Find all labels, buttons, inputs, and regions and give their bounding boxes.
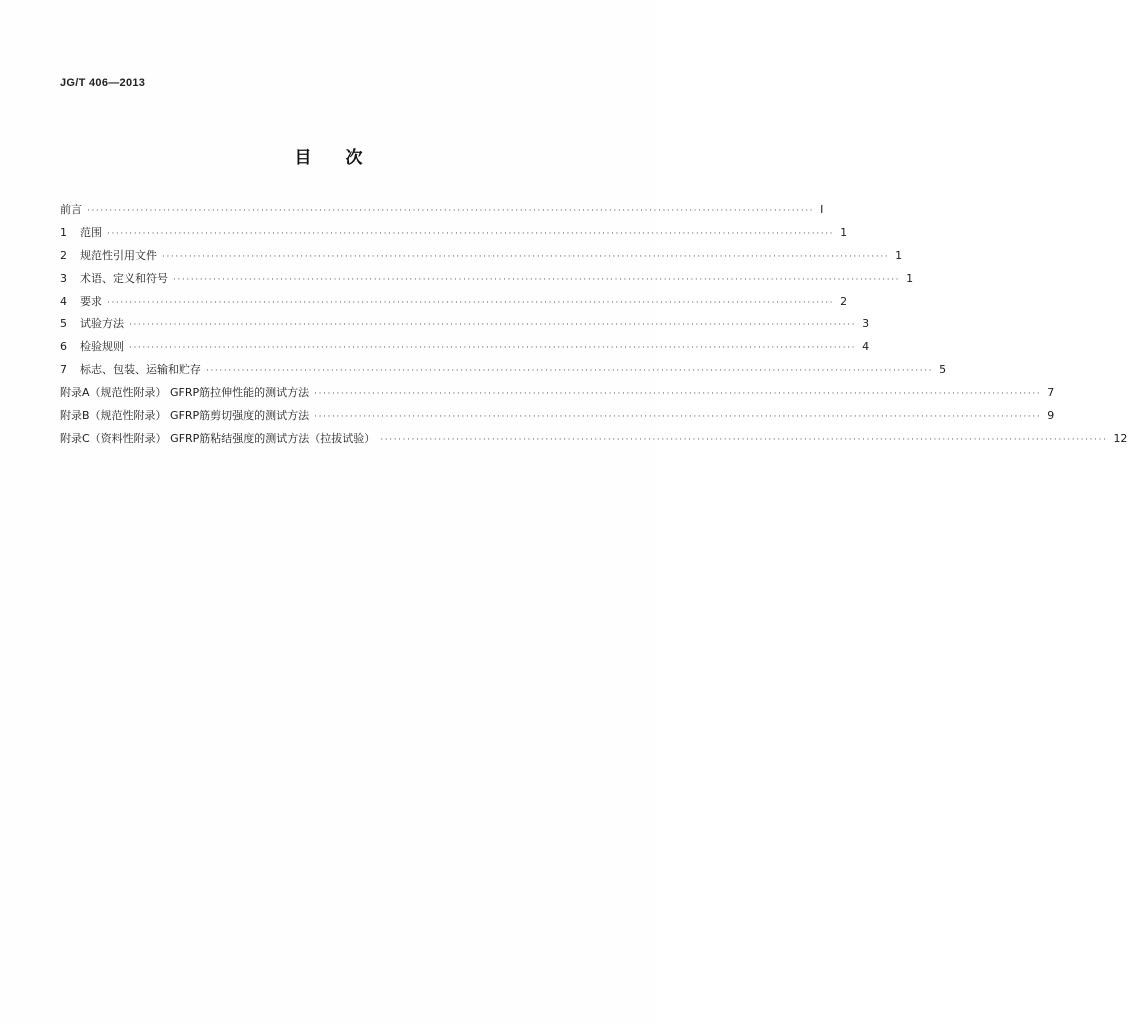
toc-entry-label: 检验规则 <box>80 340 124 354</box>
toc-entry-2[interactable] <box>60 247 903 270</box>
toc-entry-number: 5 <box>60 317 67 331</box>
toc-entry-page: 7 <box>1047 386 1055 400</box>
toc-entry-label: 附录A（规范性附录） GFRP筋拉伸性能的测试方法 <box>60 386 310 400</box>
toc-entry-label: 规范性引用文件 <box>80 248 157 262</box>
toc-entry-page: 9 <box>1047 409 1055 423</box>
toc-leader-dots <box>107 298 834 308</box>
toc-leader-dots <box>314 412 1041 422</box>
toc-entry-page: 2 <box>840 294 848 308</box>
toc-leader-dots <box>107 229 834 239</box>
toc-entry-annex-b[interactable] <box>60 407 1055 430</box>
toc-leader-dots <box>173 275 900 285</box>
toc-entry-label: 附录B（规范性附录） GFRP筋剪切强度的测试方法 <box>60 409 310 423</box>
toc-entry-1[interactable] <box>60 224 848 247</box>
toc-entry-annex-a[interactable] <box>60 384 1055 407</box>
toc-entry-6[interactable] <box>60 338 870 361</box>
toc-entry-number: 6 <box>60 340 67 354</box>
standard-code: JG/T 406—2013 <box>60 77 146 89</box>
toc-leader-dots <box>314 389 1041 399</box>
toc-leader-dots <box>206 366 933 376</box>
toc-entry-number: 4 <box>60 294 67 308</box>
toc-entry-number: 1 <box>60 225 67 239</box>
toc-entry-page: 1 <box>906 271 914 285</box>
toc-entry-3[interactable] <box>60 270 914 293</box>
toc-entry-4[interactable] <box>60 293 848 316</box>
toc-entry-foreword[interactable] <box>60 201 824 224</box>
toc-entry-label: 附录C（资料性附录） GFRP筋粘结强度的测试方法（拉拔试验） <box>60 431 376 445</box>
toc-entry-page: I <box>820 203 824 216</box>
toc-entry-number: 3 <box>60 271 67 285</box>
toc-entry-page: 1 <box>895 248 903 262</box>
toc-entry-number: 2 <box>60 248 67 262</box>
toc-entry-5[interactable] <box>60 315 870 338</box>
toc-entry-label: 术语、定义和符号 <box>80 271 168 285</box>
toc-entry-label: 范围 <box>80 225 102 239</box>
toc-entry-annex-c[interactable] <box>60 430 1128 453</box>
toc-leader-dots <box>129 320 856 330</box>
toc-entry-page: 1 <box>840 225 848 239</box>
toc-entry-page: 5 <box>939 363 947 377</box>
toc-entry-page: 3 <box>862 317 870 331</box>
toc-leader-dots <box>380 435 1107 445</box>
toc-entry-page: 4 <box>862 340 870 354</box>
toc-entry-label: 标志、包装、运输和贮存 <box>80 363 201 377</box>
toc-entry-page: 12 <box>1113 431 1128 445</box>
toc-title: 目次 <box>294 148 397 168</box>
toc-entry-7[interactable] <box>60 361 947 384</box>
table-of-contents <box>60 201 1128 453</box>
toc-leader-dots <box>129 343 856 353</box>
toc-entry-label: 要求 <box>80 294 102 308</box>
toc-leader-dots <box>162 252 889 262</box>
toc-entry-number: 7 <box>60 363 67 377</box>
toc-entry-label: 试验方法 <box>80 317 124 331</box>
toc-entry-label: 前言 <box>60 203 82 216</box>
toc-leader-dots <box>87 206 814 216</box>
